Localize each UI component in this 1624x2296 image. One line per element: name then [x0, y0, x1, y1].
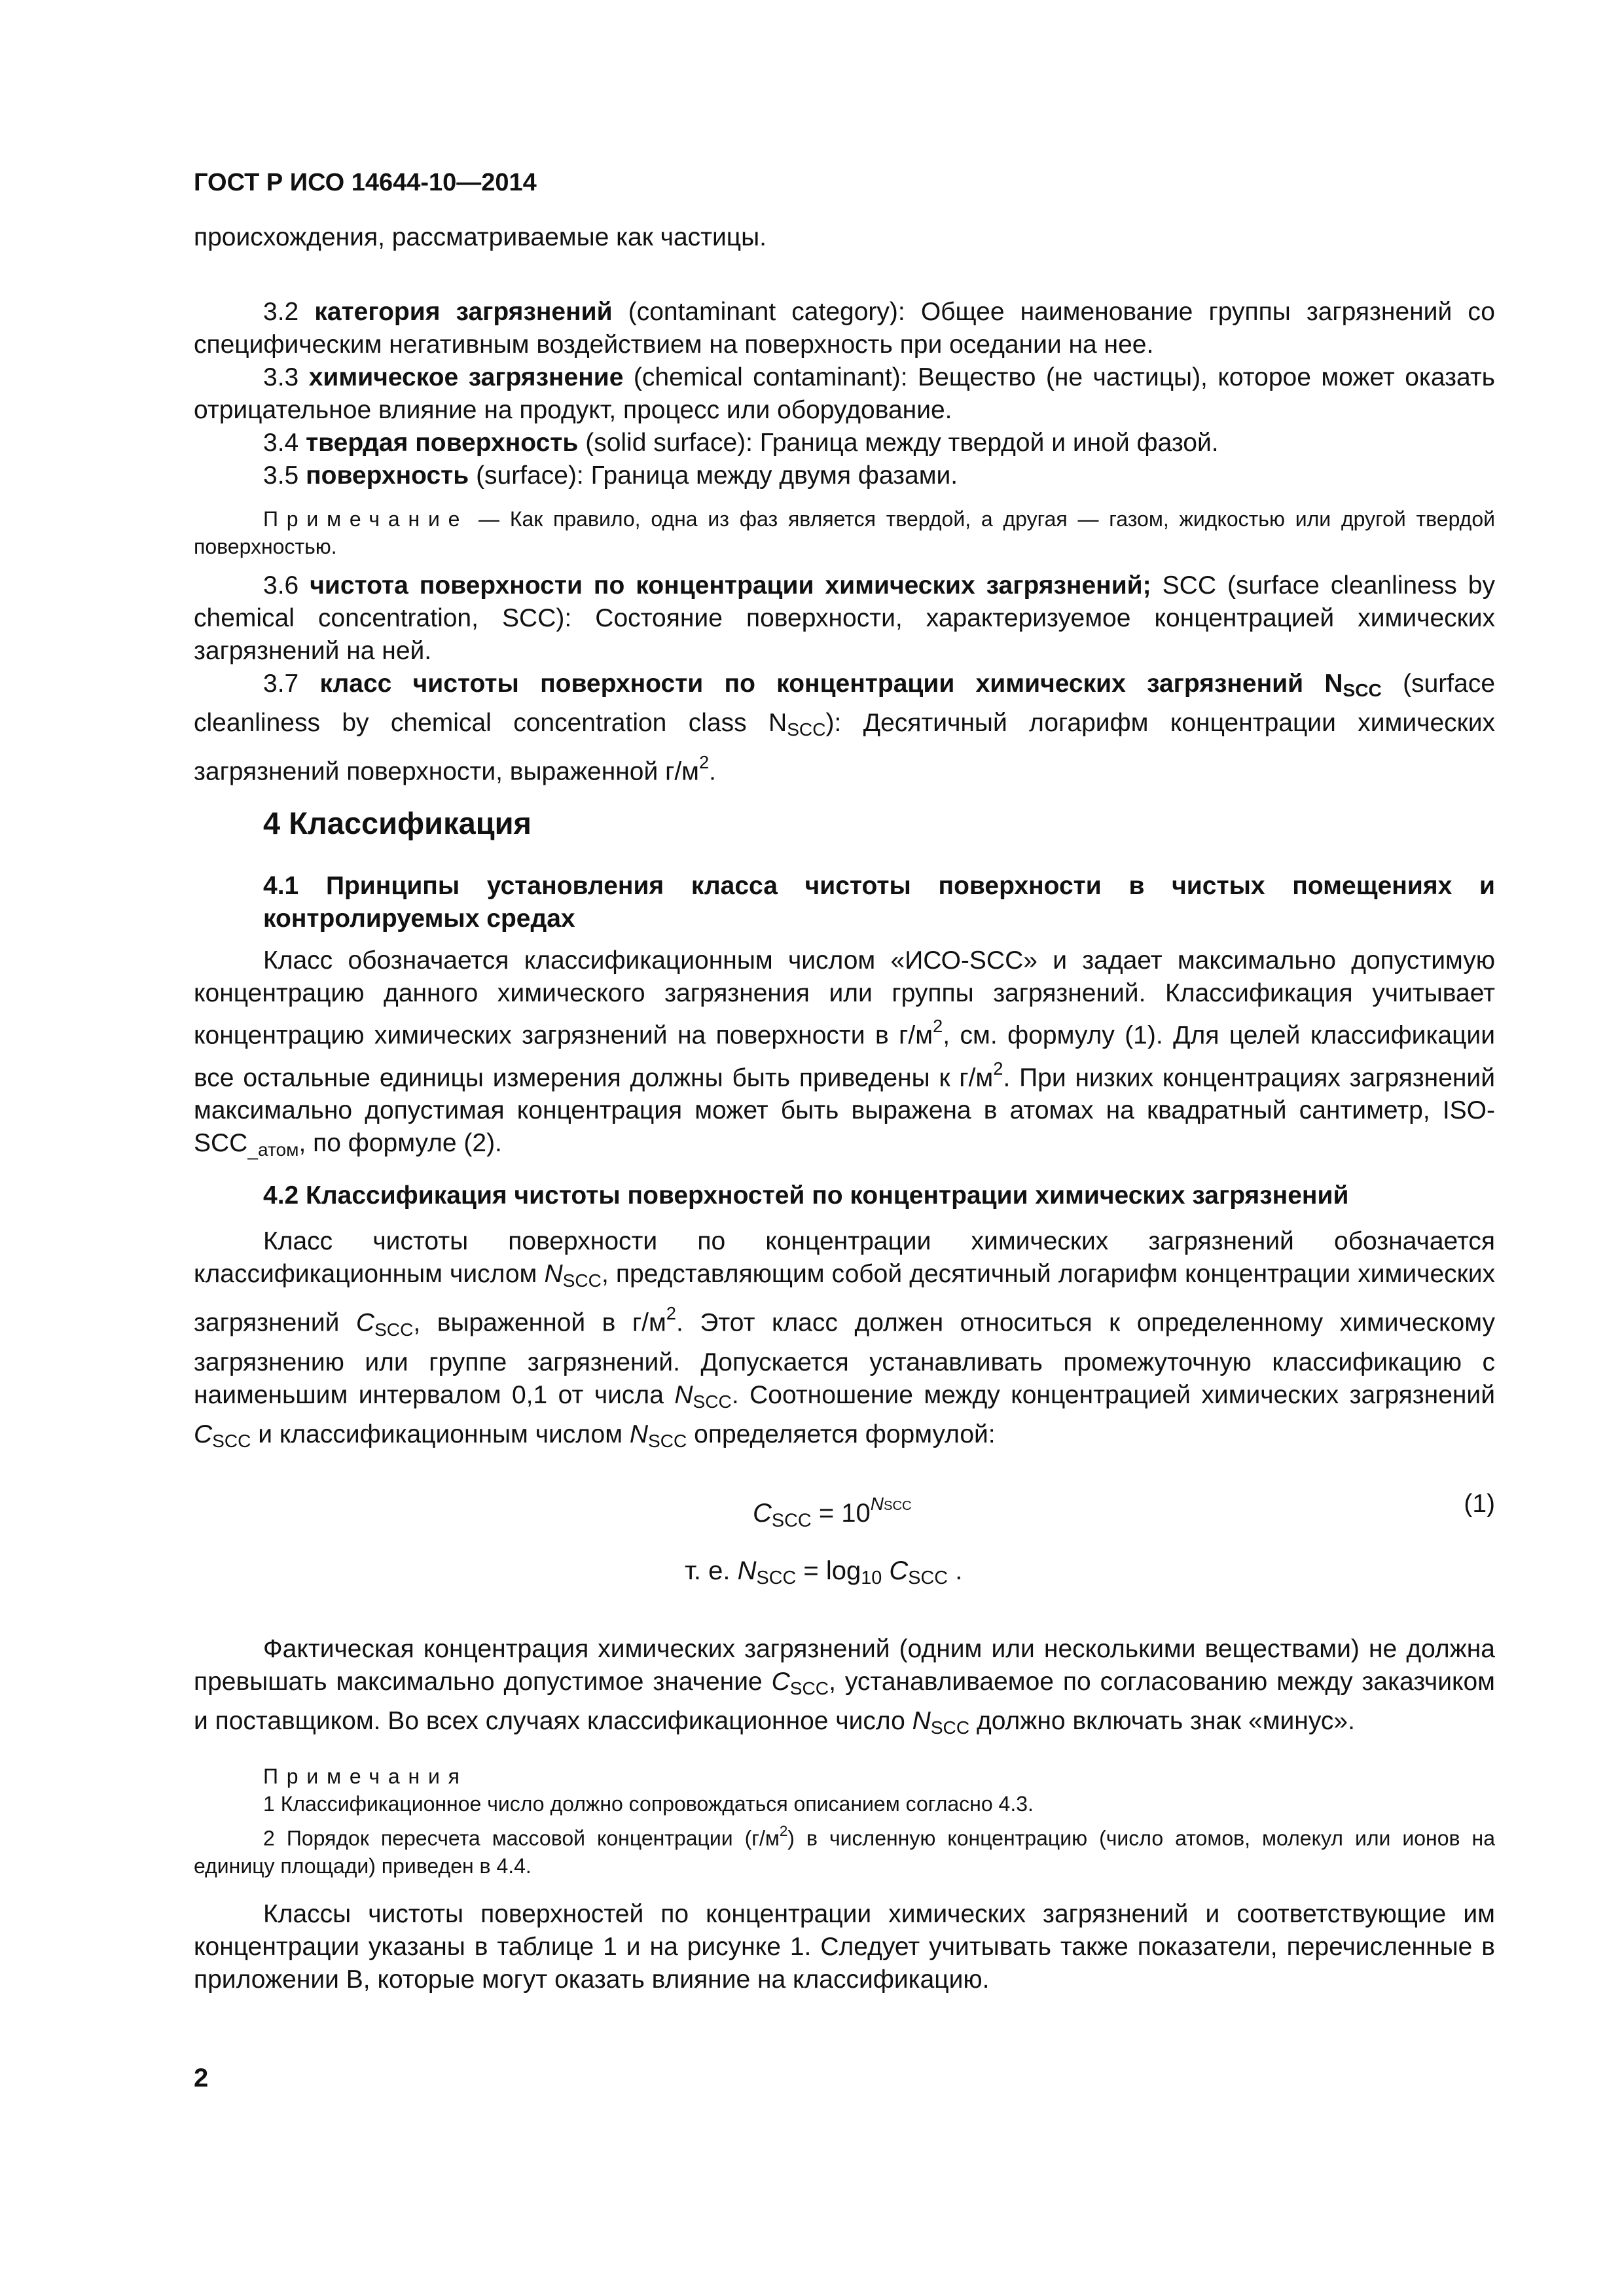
- term-definition: (solid surface): Граница между твердой и иной фазой.: [578, 429, 1219, 457]
- term-number: 3.6: [263, 571, 299, 600]
- s42-text-e: . Соотношение между концентрацией химических загрязнений: [731, 1381, 1495, 1410]
- term-title: поверхность: [306, 461, 469, 490]
- formula-1-c-sub: SCC: [771, 1510, 812, 1532]
- term-number: 3.5: [263, 461, 299, 490]
- term-title-subscript: SCC: [1343, 680, 1382, 701]
- formula-1b-prefix: т. е.: [685, 1556, 738, 1586]
- formula-1b-expression: [685, 1554, 962, 1594]
- note-1: [194, 1790, 1495, 1818]
- term-definition-b: ): Десятичный логарифм концентрации химических загрязнений поверхности, выраженной г/м: [194, 709, 1495, 786]
- s42-text-d: . Этот класс должен относиться к определенному химическому загрязнению или группе загрязнений. Допускается устанавливать промежуточную классификацию с наименьшим интервалом 0,1 от числа: [194, 1309, 1495, 1410]
- formula-1b: [194, 1551, 1495, 1591]
- formula-1-expression: [753, 1488, 912, 1537]
- fact-text-a: Фактическая концентрация химических загрязнений (одним или несколькими веществами) не должна превышать максимально допустимое значение: [194, 1635, 1495, 1696]
- term-definition-superscript: 2: [698, 752, 710, 773]
- section-4-2-heading: 4.2 Классификация чистоты поверхностей по концентрации химических загрязнений: [263, 1181, 1349, 1210]
- term-definition-a: (surface cleanliness by chemical concentration class N: [194, 670, 1496, 738]
- symbol-n-sub: SCC: [562, 1270, 602, 1291]
- symbol-c-sub: SCC: [789, 1678, 829, 1699]
- page-content: [194, 221, 1495, 1996]
- formula-1b-n-sub: SCC: [756, 1568, 797, 1589]
- paragraph-final: [194, 1898, 1495, 1996]
- note-label: Примечание: [263, 507, 469, 531]
- formula-1-exponent: [871, 1494, 912, 1514]
- section-4-1-heading: 4.1 Принципы установления класса чистоты поверхности в чистых помещениях и контролируемых средах: [263, 871, 1495, 933]
- s41-text-1: Класс обозначается классификационным числом «ИСО-SCC» и задает максимально допустимую концентрацию данного химического загрязнения или группы загрязнений. Классификация учитывает концентрацию химических загрязнений на поверхности в г/м: [194, 946, 1495, 1050]
- term-definition: (chemical contaminant): Вещество (не частицы), которое может оказать отрицательное влияние на продукт, процесс или оборудование.: [194, 363, 1495, 424]
- s41-sup-1: 2: [933, 1015, 943, 1036]
- s41-text-3: . При низких концентрациях загрязнений максимально допустимая концентрация может быть выражена в атомах на квадратный сантиметр, ISO-SCC: [194, 1064, 1495, 1158]
- formula-1b-eq: = log: [796, 1556, 861, 1586]
- section-4-heading: 4 Классификация: [263, 805, 532, 840]
- term-title: химическое загрязнение: [308, 363, 624, 391]
- symbol-n: N: [629, 1420, 649, 1449]
- term-title: чистота поверхности по концентрации химических загрязнений;: [310, 571, 1151, 600]
- note-2-text-b: ) в численную концентрацию (число атомов, молекул или ионов на единицу площади) приведен в 4.4.: [194, 1826, 1495, 1878]
- formula-1-exp-n: N: [870, 1494, 884, 1515]
- term-definition-end: .: [709, 757, 716, 786]
- term-definition: (contaminant category): Общее наименование группы загрязнений со специфическим негативным воздействием на поверхность при оседании на нее.: [194, 298, 1495, 359]
- term-title-text: класс чистоты поверхности по концентрации химических загрязнений N: [319, 670, 1343, 698]
- term-number: 3.7: [263, 670, 299, 698]
- symbol-c: C: [194, 1420, 213, 1449]
- term-3-7: [194, 668, 1495, 789]
- s41-sup-2: 2: [993, 1058, 1003, 1079]
- symbol-n: N: [544, 1260, 563, 1289]
- formula-1b-c-sub: SCC: [908, 1568, 948, 1589]
- paragraph-fact: [194, 1633, 1495, 1744]
- formula-1-number: (1): [1464, 1490, 1495, 1518]
- formula-1-eq: = 10: [811, 1499, 871, 1528]
- symbol-n: N: [912, 1707, 931, 1736]
- s41-text-2: , см. формулу (1). Для целей классификации все остальные единицы измерения должны быть приведены к г/м: [194, 1021, 1495, 1092]
- notes-label-line: [194, 1763, 1495, 1790]
- notes-label: Примечания: [263, 1765, 468, 1789]
- term-title: твердая поверхность: [306, 429, 579, 457]
- term-3-2: [194, 296, 1495, 361]
- symbol-n: N: [674, 1381, 693, 1410]
- note-2: [194, 1818, 1495, 1880]
- s41-text-4: , по формуле (2).: [298, 1129, 502, 1158]
- section-4-2-paragraph: [194, 1225, 1495, 1458]
- symbol-c: C: [355, 1309, 375, 1337]
- term-3-6: [194, 569, 1495, 668]
- note-2-text-a: 2 Порядок пересчета массовой концентрации (г/м: [263, 1826, 780, 1850]
- section-4-1-paragraph: [194, 944, 1495, 1166]
- s42-text-c: , выраженной в г/м: [413, 1309, 666, 1337]
- term-number: 3.4: [263, 429, 299, 457]
- s41-sub-3: _атом: [247, 1139, 299, 1160]
- s42-text-a: Класс чистоты поверхности по концентрации химических загрязнений обозначается классификационным числом: [194, 1227, 1495, 1289]
- formula-1b-log-sub: 10: [861, 1568, 882, 1589]
- term-title: [319, 670, 1382, 701]
- formula-1b-c: C: [882, 1556, 909, 1586]
- notes-block: [194, 1763, 1495, 1880]
- term-3-5: [194, 459, 1495, 492]
- s42-text-b: , представляющим собой десятичный логарифм концентрации химических загрязнений: [194, 1260, 1495, 1337]
- note-2-sup: 2: [779, 1823, 788, 1840]
- symbol-n-sub: SCC: [648, 1431, 687, 1452]
- final-text: Классы чистоты поверхностей по концентрации химических загрязнений и соответствующие им концентрации указаны в таблице 1 и на рисунке 1. Следует учитывать также показатели, перечисленные в приложении В, которые могут оказать влияние на классификацию.: [194, 1899, 1495, 1994]
- formula-1: [194, 1484, 1495, 1532]
- formula-1-c: C: [753, 1499, 772, 1528]
- term-3-3: [194, 361, 1495, 427]
- symbol-c-sub: SCC: [374, 1319, 414, 1340]
- term-number: 3.3: [263, 363, 299, 391]
- symbol-n-sub: SCC: [693, 1391, 732, 1412]
- term-definition: (surface): Граница между двумя фазами.: [469, 461, 958, 490]
- note-text: — Как правило, одна из фаз является твердой, а другая — газом, жидкостью или другой твердой поверхностью.: [194, 507, 1495, 558]
- intro-line: [194, 221, 1495, 254]
- s42-text-g: определяется формулой:: [687, 1420, 996, 1449]
- term-number: 3.2: [263, 298, 299, 326]
- term-title: категория загрязнений: [314, 298, 613, 326]
- fact-text-c: должно включать знак «минус».: [969, 1707, 1355, 1736]
- term-definition: SCC (surface cleanliness by chemical concentration, SCC): Состояние поверхности, характеризуемое концентрацией химических загрязнений на ней.: [194, 571, 1495, 665]
- symbol-c: C: [771, 1668, 790, 1696]
- s42-sup: 2: [666, 1303, 676, 1324]
- formula-1b-end: .: [948, 1556, 963, 1586]
- term-definition-subscript: SCC: [787, 719, 826, 740]
- formula-1b-n: N: [737, 1556, 757, 1586]
- document-header: ГОСТ Р ИСО 14644-10—2014: [194, 169, 537, 196]
- symbol-n-sub: SCC: [930, 1717, 970, 1738]
- page-number: 2: [194, 2064, 209, 2092]
- intro-text: происхождения, рассматриваемые как частицы.: [194, 223, 767, 251]
- symbol-c-sub: SCC: [212, 1431, 251, 1452]
- fact-text-b: , устанавливаемое по согласованию между заказчиком и поставщиком. Во всех случаях классификационное число: [194, 1668, 1495, 1736]
- formula-1-exp-sub: SCC: [884, 1499, 912, 1514]
- note-3-5: [194, 505, 1495, 560]
- term-3-4: [194, 427, 1495, 459]
- s42-text-f: и классификационным числом: [251, 1420, 630, 1449]
- note-1-text: 1 Классификационное число должно сопровождаться описанием согласно 4.3.: [263, 1792, 1034, 1816]
